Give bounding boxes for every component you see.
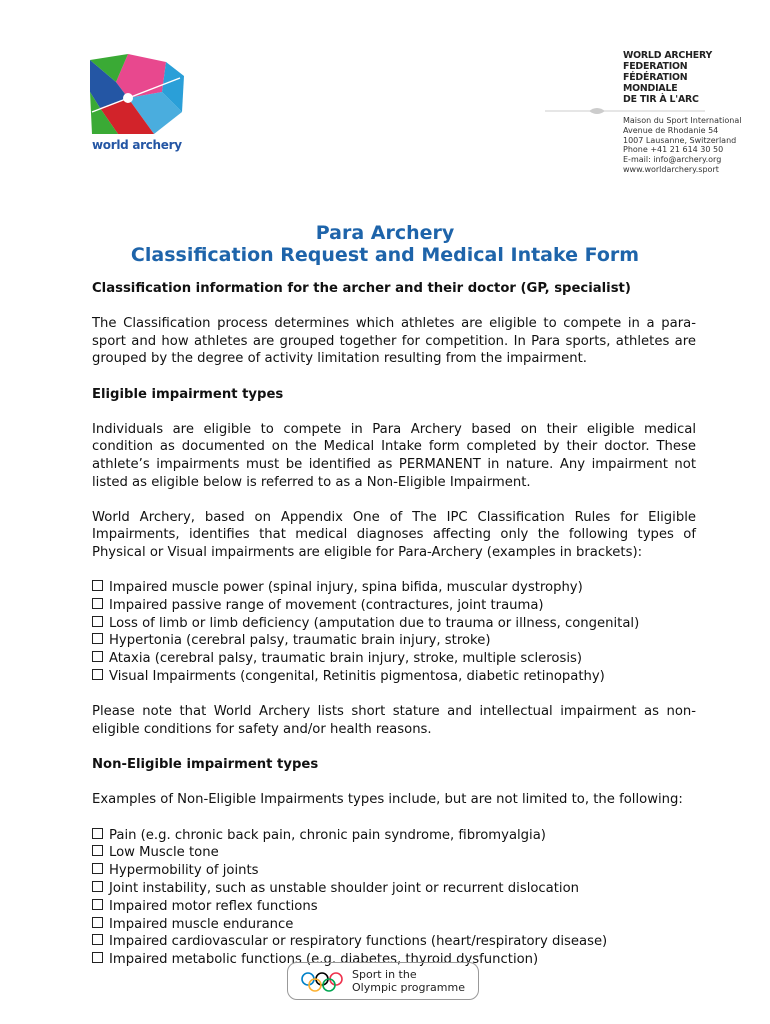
checkbox[interactable] [92,845,103,856]
archery-target-logo-icon [88,52,184,136]
checkbox[interactable] [92,580,103,591]
checkbox[interactable] [92,633,103,644]
checkbox-item[interactable] [92,880,696,898]
checkbox-item[interactable] [92,668,696,686]
address-line: E-mail: info@archery.org [623,155,722,165]
checkbox-label: Impaired metabolic functions (e.g. diabetes, thyroid dysfunction) [109,952,539,968]
address-line: Phone +41 21 614 30 50 [623,145,724,155]
checkbox[interactable] [92,828,103,839]
checkbox-item[interactable] [92,844,696,862]
federation-name [623,50,712,105]
address-line: www.worldarchery.sport [623,164,719,174]
checkbox[interactable] [92,669,103,680]
document-body [92,280,696,987]
address-line: Avenue de Rhodanie 54 [623,125,719,135]
federation-line: WORLD ARCHERY [623,50,713,61]
checkbox-label: Hypertonia (cerebral palsy, traumatic brain injury, stroke) [109,633,491,649]
checkbox-item[interactable] [92,650,696,668]
federation-line: FEDERATION [623,61,688,72]
paragraph: Please note that World Archery lists short stature and intellectual impairment as non-eligible conditions for safety and/or health reasons. [92,704,696,738]
checkbox-label: Impaired passive range of movement (contractures, joint trauma) [109,597,544,613]
checkbox-label: Low Muscle tone [109,845,219,861]
olympic-line: Olympic programme [352,981,465,994]
checkbox[interactable] [92,616,103,627]
checkbox-item[interactable] [92,632,696,650]
checkbox[interactable] [92,952,103,963]
checkbox-item[interactable] [92,898,696,916]
world-archery-logo [88,52,190,156]
section-heading: Eligible impairment types [92,386,284,402]
checkbox[interactable] [92,881,103,892]
checkbox-label: Ataxia (cerebral palsy, traumatic brain injury, stroke, multiple sclerosis) [109,651,583,667]
section-heading: Non-Eligible impairment types [92,757,319,773]
address-line: Maison du Sport International [623,116,742,125]
checkbox-label: Impaired cardiovascular or respiratory functions (heart/respiratory disease) [109,934,608,950]
document-title: Para Archery [315,222,455,244]
paragraph: The Classification process determines which athletes are eligible to compete in a para-sport and how athletes are grouped together for competition. In Para sports, athletes are grouped by the degree of activity limitation resulting from the impairment. [92,316,696,367]
checkbox-label: Hypermobility of joints [109,863,259,879]
federation-line: DE TIR À L'ARC [623,94,699,105]
section-heading: Classification information for the archer and their doctor (GP, specialist) [92,281,631,296]
eligible-impairments-list [92,579,696,686]
checkbox[interactable] [92,651,103,662]
checkbox[interactable] [92,917,103,928]
checkbox-label: Visual Impairments (congenital, Retinitis pigmentosa, diabetic retinopathy) [109,669,605,685]
checkbox-label: Impaired muscle power (spinal injury, spina bifida, muscular dystrophy) [109,580,583,596]
paragraph: Examples of Non-Eligible Impairments types include, but are not limited to, the following: [92,792,683,808]
checkbox-label: Joint instability, such as unstable shoulder joint or recurrent dislocation [109,881,580,897]
address-line: 1007 Lausanne, Switzerland [623,135,737,145]
checkbox[interactable] [92,899,103,910]
olympic-rings-icon [300,971,344,993]
checkbox-label: Impaired muscle endurance [109,916,294,932]
federation-line: MONDIALE [623,83,678,94]
checkbox-label: Loss of limb or limb deficiency (amputation due to trauma or illness, congenital) [109,615,640,631]
checkbox[interactable] [92,863,103,874]
paragraph: Individuals are eligible to compete in Para Archery based on their eligible medical condition as documented on the Medical Intake form completed by their doctor. These athlete’s impairments must be identified as PERMANENT in nature. Any impairment not listed as eligible below is referred to as a Non-Eligible Impairment. [92,421,696,490]
checkbox-item[interactable] [92,916,696,934]
federation-line: FÉDÉRATION [623,72,688,83]
document-subtitle: Classification Request and Medical Intake Form [130,244,640,266]
address-block [623,116,741,175]
non-eligible-impairments-list [92,827,696,969]
checkbox-label: Pain (e.g. chronic back pain, chronic pain syndrome, fibromyalgia) [109,827,546,843]
paragraph: World Archery, based on Appendix One of The IPC Classification Rules for Eligible Impairments, identifies that medical diagnoses affecting only the following types of Physical or Visual impairments are eligible for Para-Archery (examples in brackets): [92,509,696,560]
olympic-line: Sport in the [352,968,417,981]
checkbox-item[interactable] [92,579,696,597]
checkbox-item[interactable] [92,933,696,951]
checkbox[interactable] [92,934,103,945]
checkbox-item[interactable] [92,597,696,615]
olympic-text [352,968,465,994]
checkbox-label: Impaired motor reflex functions [109,898,318,914]
olympic-programme-badge [287,962,479,1000]
checkbox-item[interactable] [92,862,696,880]
logo-text: world archery [92,138,182,152]
checkbox-item[interactable] [92,827,696,845]
checkbox[interactable] [92,598,103,609]
checkbox-item[interactable] [92,615,696,633]
